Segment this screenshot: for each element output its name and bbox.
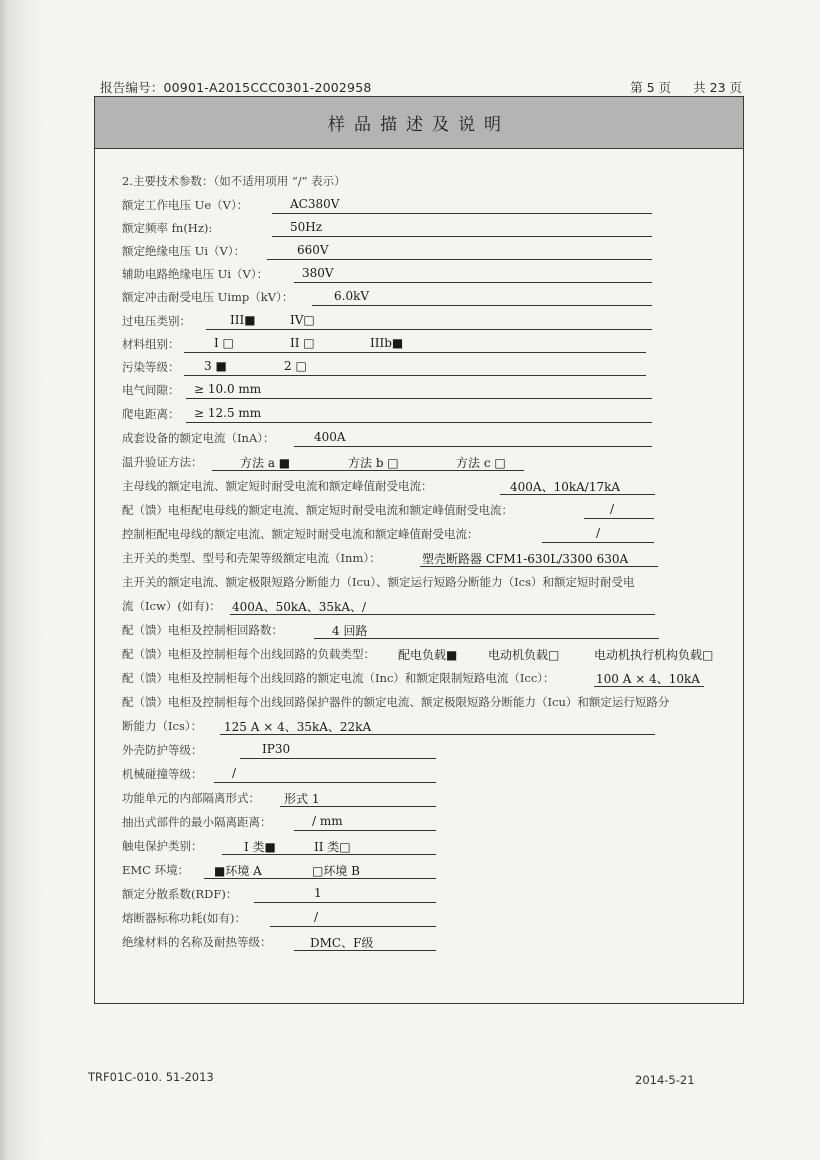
report-number: 报告编号：00901-A2015CCC0301-2002958 [100, 80, 372, 95]
issue-date: 2014-5-21 [635, 1073, 695, 1087]
param-row: 配（馈）电柜配电母线的额定电流、额定短时耐受电流和额定峰值耐受电流： [122, 503, 513, 517]
param-value: / [232, 766, 237, 780]
total-pages: 共 23 页 [693, 80, 742, 95]
param-value: / [596, 526, 601, 540]
underline [214, 781, 436, 783]
underline [184, 374, 646, 376]
param-row: 额定冲击耐受电压 Uimp（kV）： [122, 290, 294, 304]
param-row: 主开关的额定电流、额定极限短路分断能力（Icu）、额定运行短路分断能力（Ics）和额定短时耐受电 [122, 575, 635, 589]
param-row: 配（馈）电柜及控制柜每个出线回路的负载类型： [122, 647, 375, 661]
underline [312, 304, 652, 306]
param-value: □环境 B [312, 864, 360, 878]
param-row: 配（馈）电柜及控制柜每个出线回路的额定电流（Inc）和额定限制短路电流（Icc）： [122, 671, 555, 685]
param-value: 660V [297, 243, 329, 257]
param-value: / [314, 910, 319, 924]
binding-shadow [0, 0, 44, 1160]
param-row: 绝缘材料的名称及耐热等级： [122, 935, 272, 949]
param-row: 辅助电路绝缘电压 Ui（V）： [122, 267, 269, 281]
param-value: II 类□ [314, 840, 351, 854]
section-title: 2.主要技术参数：（如不适用项用 “/” 表示） [122, 174, 346, 188]
param-value: 塑壳断路器 CFM1-630L/3300 630A [422, 552, 629, 566]
param-value: ■环境 A [214, 864, 262, 878]
page-number: 第 5 页 [630, 80, 672, 95]
param-row: 触电保护类别： [122, 839, 203, 853]
param-row: 配（馈）电柜及控制柜每个出线回路保护器件的额定电流、额定极限短路分断能力（Icu）和额定运行短路分 [122, 695, 670, 709]
param-row: 机械碰撞等级： [122, 767, 203, 781]
param-row: 外壳防护等级： [122, 743, 203, 757]
param-row: 额定绝缘电压 Ui（V）： [122, 244, 246, 258]
param-value: ≥ 12.5 mm [194, 406, 262, 420]
param-value: 380V [302, 266, 334, 280]
param-value: 方法 c □ [456, 456, 506, 470]
param-row: 额定工作电压 Ue（V）： [122, 198, 249, 212]
param-value: 400A [314, 430, 346, 444]
underline [542, 541, 654, 543]
param-row: 熔断器标称功耗(如有)： [122, 911, 246, 925]
param-row: 温升验证方法： [122, 455, 203, 469]
param-value: AC380V [290, 197, 340, 211]
underline [254, 901, 436, 903]
param-row: 抽出式部件的最小隔离距离： [122, 815, 272, 829]
param-row: 主开关的类型、型号和壳架等级额定电流（Inm）： [122, 551, 381, 565]
param-value: III■ [230, 313, 256, 327]
param-row: 控制柜配电母线的额定电流、额定短时耐受电流和额定峰值耐受电流： [122, 527, 479, 541]
underline [294, 281, 652, 283]
param-row: 材料组别： [122, 337, 180, 351]
form-number: TRF01C-010. 51-2013 [88, 1070, 214, 1084]
param-row: 过电压类别： [122, 314, 191, 328]
param-value: 方法 a ■ [240, 456, 291, 470]
page-title: 样品描述及说明 [95, 97, 743, 149]
param-value: 6.0kV [334, 289, 370, 303]
param-value: II □ [290, 336, 315, 350]
param-row: 功能单元的内部隔离形式： [122, 791, 260, 805]
param-value: 50Hz [290, 220, 323, 234]
underline [186, 421, 652, 423]
param-row: 污染等级： [122, 360, 180, 374]
underline [267, 258, 652, 260]
underline [186, 397, 652, 399]
param-value: 方法 b □ [348, 456, 399, 470]
param-row: 主母线的额定电流、额定短时耐受电流和额定峰值耐受电流： [122, 479, 433, 493]
param-row: 成套设备的额定电流（InA）： [122, 431, 275, 445]
param-value: IIIb■ [370, 336, 404, 350]
underline [270, 925, 436, 927]
underline [272, 212, 652, 214]
param-row: 配（馈）电柜及控制柜回路数： [122, 623, 283, 637]
param-row: 爬电距离： [122, 407, 180, 421]
param-value: IP30 [262, 742, 291, 756]
underline [294, 829, 436, 831]
underline [272, 235, 652, 237]
param-value: 4 回路 [332, 624, 368, 638]
underline [584, 517, 654, 519]
param-value: IV□ [290, 313, 315, 327]
param-value: 2 □ [284, 359, 307, 373]
underline [206, 328, 652, 330]
param-value: I 类■ [244, 840, 276, 854]
param-value: 3 ■ [204, 359, 227, 373]
param-row: EMC 环境： [122, 863, 190, 877]
param-value: / [610, 502, 615, 516]
param-row: 额定分散系数(RDF)： [122, 887, 238, 901]
param-row: 额定频率 fn(Hz): [122, 221, 213, 235]
param-value: 形式 1 [284, 792, 320, 806]
param-value: 400A、10kA/17kA [510, 480, 621, 494]
param-row: 电气间隙： [122, 383, 180, 397]
param-value: / mm [312, 814, 343, 828]
param-row: 断能力（Ics）： [122, 719, 203, 733]
param-value: ≥ 10.0 mm [194, 382, 262, 396]
param-value: 电动机负载□ [488, 648, 560, 662]
param-value: 电动机执行机构负载□ [594, 648, 714, 662]
page-indicator [630, 78, 742, 96]
param-value: 400A、50kA、35kA、/ [232, 600, 367, 614]
param-value: I □ [214, 336, 234, 350]
param-row: 流（Icw）(如有)： [122, 599, 221, 613]
underline [184, 351, 646, 353]
param-value: 125 A × 4、35kA、22kA [224, 720, 372, 734]
param-value: 1 [314, 886, 322, 900]
underline [240, 757, 436, 759]
underline [294, 445, 652, 447]
param-value: 配电负载■ [398, 648, 458, 662]
param-value: 100 A × 4、10kA [596, 672, 700, 686]
param-value: DMC、F级 [310, 936, 374, 950]
